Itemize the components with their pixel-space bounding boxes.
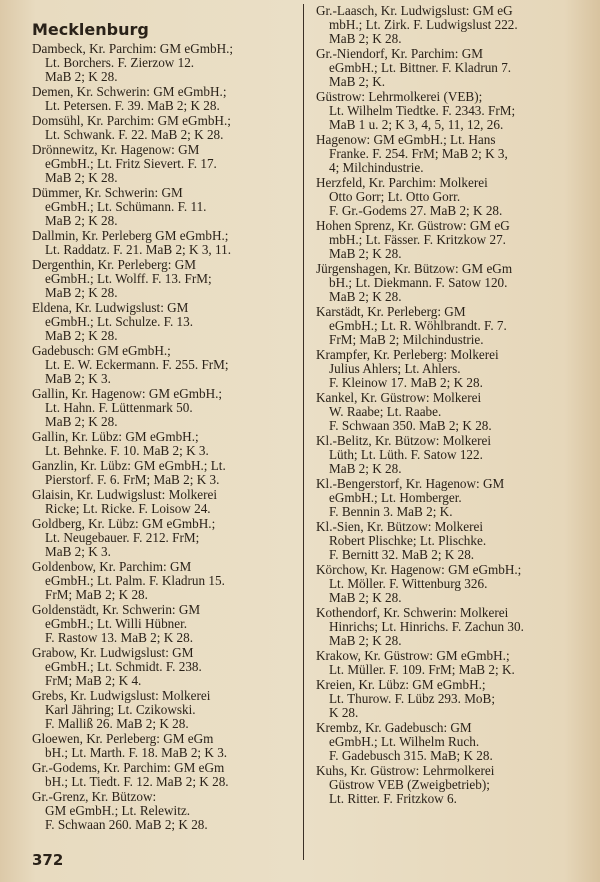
- directory-entry: [32, 603, 294, 645]
- entry-continuation-line: eGmbH.; Lt. Homberger.: [329, 490, 462, 505]
- entry-continuation-line: F. Gr.-Godems 27. MaB 2; K 28.: [329, 203, 503, 218]
- entry-heading-line: Gr.-Godems, Kr. Parchim: GM eGm: [32, 760, 225, 775]
- entry-continuation-line: eGmbH.; Lt. R. Wöhlbrandt. F. 7.: [329, 318, 507, 333]
- directory-entry: [316, 477, 586, 519]
- entry-continuation-line: Hinrichs; Lt. Hinrichs. F. Zachun 30.: [329, 619, 524, 634]
- directory-entry: [32, 646, 294, 688]
- entry-heading-line: Goldenbow, Kr. Parchim: GM: [32, 559, 192, 574]
- entry-continuation-line: Julius Ahlers; Lt. Ahlers.: [329, 361, 461, 376]
- entry-continuation-line: Franke. F. 254. FrM; MaB 2; K 3,: [329, 146, 508, 161]
- directory-entry: [32, 517, 294, 559]
- entry-heading-line: Krakow, Kr. Güstrow: GM eGmbH.;: [316, 648, 510, 663]
- directory-entry: [316, 391, 586, 433]
- entry-continuation-line: Otto Gorr; Lt. Otto Gorr.: [329, 189, 461, 204]
- entry-continuation-line: Lt. Thurow. F. Lübz 293. MoB;: [329, 691, 495, 706]
- entry-heading-line: Gr.-Laasch, Kr. Ludwigslust: GM eG: [316, 3, 513, 18]
- directory-entry: [316, 606, 586, 648]
- entry-continuation-line: FrM; MaB 2; Milchindustrie.: [329, 332, 484, 347]
- entry-heading-line: Dümmer, Kr. Schwerin: GM: [32, 185, 183, 200]
- entry-continuation-line: Lt. Müller. F. 109. FrM; MaB 2; K.: [329, 662, 515, 677]
- entry-continuation-line: FrM; MaB 2; K 4.: [45, 673, 142, 688]
- directory-entry: [32, 560, 294, 602]
- directory-entry: [316, 47, 586, 89]
- section-title: Mecklenburg: [32, 20, 149, 39]
- entry-continuation-line: eGmbH.; Lt. Schulze. F. 13.: [45, 314, 194, 329]
- entry-heading-line: Goldenstädt, Kr. Schwerin: GM: [32, 602, 201, 617]
- entry-continuation-line: Karl Jähring; Lt. Czikowski.: [45, 702, 196, 717]
- directory-entry: [316, 721, 586, 763]
- entry-heading-line: Dambeck, Kr. Parchim: GM eGmbH.;: [32, 41, 234, 56]
- entry-heading-line: Hohen Sprenz, Kr. Güstrow: GM eG: [316, 218, 510, 233]
- directory-entry: [316, 305, 586, 347]
- entry-continuation-line: bH.; Lt. Tiedt. F. 12. MaB 2; K 28.: [45, 774, 229, 789]
- right-column: [316, 4, 586, 807]
- entry-heading-line: Kreien, Kr. Lübz: GM eGmbH.;: [316, 677, 486, 692]
- entry-heading-line: Grabow, Kr. Ludwigslust: GM: [32, 645, 194, 660]
- directory-entry: [32, 459, 294, 487]
- page-number: 372: [32, 851, 64, 869]
- entry-continuation-line: MaB 2; K 28.: [329, 246, 402, 261]
- entry-heading-line: Körchow, Kr. Hagenow: GM eGmbH.;: [316, 562, 522, 577]
- entry-continuation-line: Lt. Neugebauer. F. 212. FrM;: [45, 530, 200, 545]
- entry-continuation-line: MaB 2; K 28.: [45, 285, 118, 300]
- entry-continuation-line: MaB 2; K 28.: [329, 590, 402, 605]
- entry-continuation-line: bH.; Lt. Diekmann. F. Satow 120.: [329, 275, 508, 290]
- entry-continuation-line: MaB 2; K 28.: [45, 414, 118, 429]
- entry-continuation-line: eGmbH.; Lt. Wilhelm Ruch.: [329, 734, 480, 749]
- entry-continuation-line: Lt. Schwank. F. 22. MaB 2; K 28.: [45, 127, 224, 142]
- entry-heading-line: Eldena, Kr. Ludwigslust: GM: [32, 300, 189, 315]
- entry-heading-line: Dergenthin, Kr. Perleberg: GM: [32, 257, 196, 272]
- entry-continuation-line: 4; Milchindustrie.: [329, 160, 424, 175]
- entry-continuation-line: eGmbH.; Lt. Bittner. F. Kladrun 7.: [329, 60, 512, 75]
- directory-entry: [32, 143, 294, 185]
- entry-continuation-line: MaB 2; K 28.: [45, 213, 118, 228]
- entry-continuation-line: Lt. Hahn. F. Lüttenmark 50.: [45, 400, 193, 415]
- entry-heading-line: Kankel, Kr. Güstrow: Molkerei: [316, 390, 482, 405]
- entry-continuation-line: GM eGmbH.; Lt. Relewitz.: [45, 803, 191, 818]
- entry-heading-line: Drönnewitz, Kr. Hagenow: GM: [32, 142, 200, 157]
- entry-heading-line: Krembz, Kr. Gadebusch: GM: [316, 720, 472, 735]
- directory-entry: [316, 219, 586, 261]
- directory-entry: [32, 301, 294, 343]
- directory-entry: [316, 348, 586, 390]
- entry-heading-line: Kl.-Bengerstorf, Kr. Hagenow: GM: [316, 476, 505, 491]
- entry-continuation-line: mbH.; Lt. Zirk. F. Ludwigslust 222.: [329, 17, 518, 32]
- directory-entry: [32, 488, 294, 516]
- directory-entry: [316, 90, 586, 132]
- entry-heading-line: Güstrow: Lehrmolkerei (VEB);: [316, 89, 483, 104]
- entry-continuation-line: Lt. Wilhelm Tiedtke. F. 2343. FrM;: [329, 103, 516, 118]
- directory-entry: [32, 186, 294, 228]
- entry-continuation-line: MaB 2; K 28.: [329, 461, 402, 476]
- entry-continuation-line: W. Raabe; Lt. Raabe.: [329, 404, 442, 419]
- entry-continuation-line: eGmbH.; Lt. Willi Hübner.: [45, 616, 188, 631]
- entry-continuation-line: F. Schwaan 260. MaB 2; K 28.: [45, 817, 208, 832]
- entry-heading-line: Gallin, Kr. Lübz: GM eGmbH.;: [32, 429, 199, 444]
- directory-entry: [316, 520, 586, 562]
- entry-continuation-line: bH.; Lt. Marth. F. 18. MaB 2; K 3.: [45, 745, 228, 760]
- directory-entry: [32, 229, 294, 257]
- entry-continuation-line: eGmbH.; Lt. Palm. F. Kladrun 15.: [45, 573, 225, 588]
- directory-entry: [316, 176, 586, 218]
- directory-entry: [32, 761, 294, 789]
- directory-entry: [32, 790, 294, 832]
- entry-continuation-line: MaB 1 u. 2; K 3, 4, 5, 11, 12, 26.: [329, 117, 504, 132]
- directory-entry: [316, 4, 586, 46]
- entry-continuation-line: Ricke; Lt. Ricke. F. Loisow 24.: [45, 501, 211, 516]
- entry-continuation-line: MaB 2; K 28.: [45, 170, 118, 185]
- entry-continuation-line: mbH.; Lt. Fässer. F. Kritzkow 27.: [329, 232, 506, 247]
- entry-continuation-line: F. Malliß 26. MaB 2; K 28.: [45, 716, 189, 731]
- entry-heading-line: Gallin, Kr. Hagenow: GM eGmbH.;: [32, 386, 223, 401]
- entry-continuation-line: Lt. Behnke. F. 10. MaB 2; K 3.: [45, 443, 209, 458]
- right-entries: [316, 4, 586, 806]
- directory-entry: [316, 133, 586, 175]
- entry-continuation-line: MaB 2; K 28.: [329, 31, 402, 46]
- directory-entry: [32, 387, 294, 429]
- entry-continuation-line: Lt. Raddatz. F. 21. MaB 2; K 3, 11.: [45, 242, 231, 257]
- entry-continuation-line: F. Gadebusch 315. MaB; K 28.: [329, 748, 493, 763]
- entry-continuation-line: MaB 2; K 28.: [329, 633, 402, 648]
- entry-heading-line: Glaisin, Kr. Ludwigslust: Molkerei: [32, 487, 217, 502]
- left-entries: [32, 42, 294, 832]
- directory-entry: [32, 732, 294, 760]
- entry-heading-line: Grebs, Kr. Ludwigslust: Molkerei: [32, 688, 211, 703]
- entry-continuation-line: MaB 2; K 3.: [45, 544, 111, 559]
- entry-heading-line: Jürgenshagen, Kr. Bützow: GM eGm: [316, 261, 513, 276]
- entry-continuation-line: MaB 2; K 3.: [45, 371, 111, 386]
- entry-heading-line: Ganzlin, Kr. Lübz: GM eGmbH.; Lt.: [32, 458, 226, 473]
- entry-heading-line: Hagenow: GM eGmbH.; Lt. Hans: [316, 132, 496, 147]
- entry-heading-line: Goldberg, Kr. Lübz: GM eGmbH.;: [32, 516, 216, 531]
- entry-continuation-line: Lt. Petersen. F. 39. MaB 2; K 28.: [45, 98, 220, 113]
- entry-continuation-line: Robert Plischke; Lt. Plischke.: [329, 533, 487, 548]
- directory-entry: [32, 85, 294, 113]
- entry-heading-line: Gadebusch: GM eGmbH.;: [32, 343, 171, 358]
- entry-continuation-line: F. Rastow 13. MaB 2; K 28.: [45, 630, 194, 645]
- directory-entry: [316, 563, 586, 605]
- entry-heading-line: Karstädt, Kr. Perleberg: GM: [316, 304, 466, 319]
- entry-continuation-line: Lüth; Lt. Lüth. F. Satow 122.: [329, 447, 483, 462]
- entry-heading-line: Demen, Kr. Schwerin: GM eGmbH.;: [32, 84, 227, 99]
- directory-entry: [316, 262, 586, 304]
- entry-continuation-line: F. Kleinow 17. MaB 2; K 28.: [329, 375, 483, 390]
- entry-heading-line: Kl.-Belitz, Kr. Bützow: Molkerei: [316, 433, 492, 448]
- entry-continuation-line: eGmbH.; Lt. Fritz Sievert. F. 17.: [45, 156, 217, 171]
- entry-continuation-line: eGmbH.; Lt. Schmidt. F. 238.: [45, 659, 202, 674]
- directory-entry: [316, 434, 586, 476]
- entry-heading-line: Herzfeld, Kr. Parchim: Molkerei: [316, 175, 488, 190]
- entry-continuation-line: Lt. Ritter. F. Fritzkow 6.: [329, 791, 457, 806]
- directory-entry: [32, 689, 294, 731]
- entry-heading-line: Kothendorf, Kr. Schwerin: Molkerei: [316, 605, 509, 620]
- directory-entry: [32, 42, 294, 84]
- directory-entry: [316, 678, 586, 720]
- entry-continuation-line: FrM; MaB 2; K 28.: [45, 587, 148, 602]
- entry-heading-line: Kl.-Sien, Kr. Bützow: Molkerei: [316, 519, 484, 534]
- entry-continuation-line: MaB 2; K 28.: [45, 69, 118, 84]
- entry-heading-line: Gr.-Grenz, Kr. Bützow:: [32, 789, 157, 804]
- entry-continuation-line: MaB 2; K 28.: [45, 328, 118, 343]
- entry-continuation-line: F. Bennin 3. MaB 2; K.: [329, 504, 453, 519]
- entry-continuation-line: Lt. E. W. Eckermann. F. 255. FrM;: [45, 357, 229, 372]
- entry-heading-line: Krampfer, Kr. Perleberg: Molkerei: [316, 347, 499, 362]
- directory-entry: [316, 764, 586, 806]
- directory-entry: [32, 344, 294, 386]
- left-column: [32, 20, 294, 833]
- entry-heading-line: Kuhs, Kr. Güstrow: Lehrmolkerei: [316, 763, 495, 778]
- entry-continuation-line: Güstrow VEB (Zweigbetrieb);: [329, 777, 490, 792]
- entry-continuation-line: F. Bernitt 32. MaB 2; K 28.: [329, 547, 475, 562]
- entry-heading-line: Dallmin, Kr. Perleberg GM eGmbH.;: [32, 228, 229, 243]
- entry-heading-line: Gr.-Niendorf, Kr. Parchim: GM: [316, 46, 484, 61]
- entry-continuation-line: Lt. Borchers. F. Zierzow 12.: [45, 55, 195, 70]
- directory-entry: [32, 114, 294, 142]
- entry-heading-line: Domsühl, Kr. Parchim: GM eGmbH.;: [32, 113, 231, 128]
- directory-entry: [32, 258, 294, 300]
- column-divider: [303, 4, 304, 860]
- entry-continuation-line: K 28.: [329, 705, 359, 720]
- entry-heading-line: Gloewen, Kr. Perleberg: GM eGm: [32, 731, 214, 746]
- entry-continuation-line: MaB 2; K 28.: [329, 289, 402, 304]
- entry-continuation-line: eGmbH.; Lt. Schümann. F. 11.: [45, 199, 207, 214]
- directory-entry: [32, 430, 294, 458]
- entry-continuation-line: Lt. Möller. F. Wittenburg 326.: [329, 576, 488, 591]
- entry-continuation-line: MaB 2; K.: [329, 74, 386, 89]
- entry-continuation-line: Pierstorf. F. 6. FrM; MaB 2; K 3.: [45, 472, 220, 487]
- entry-continuation-line: eGmbH.; Lt. Wolff. F. 13. FrM;: [45, 271, 212, 286]
- entry-continuation-line: F. Schwaan 350. MaB 2; K 28.: [329, 418, 492, 433]
- directory-entry: [316, 649, 586, 677]
